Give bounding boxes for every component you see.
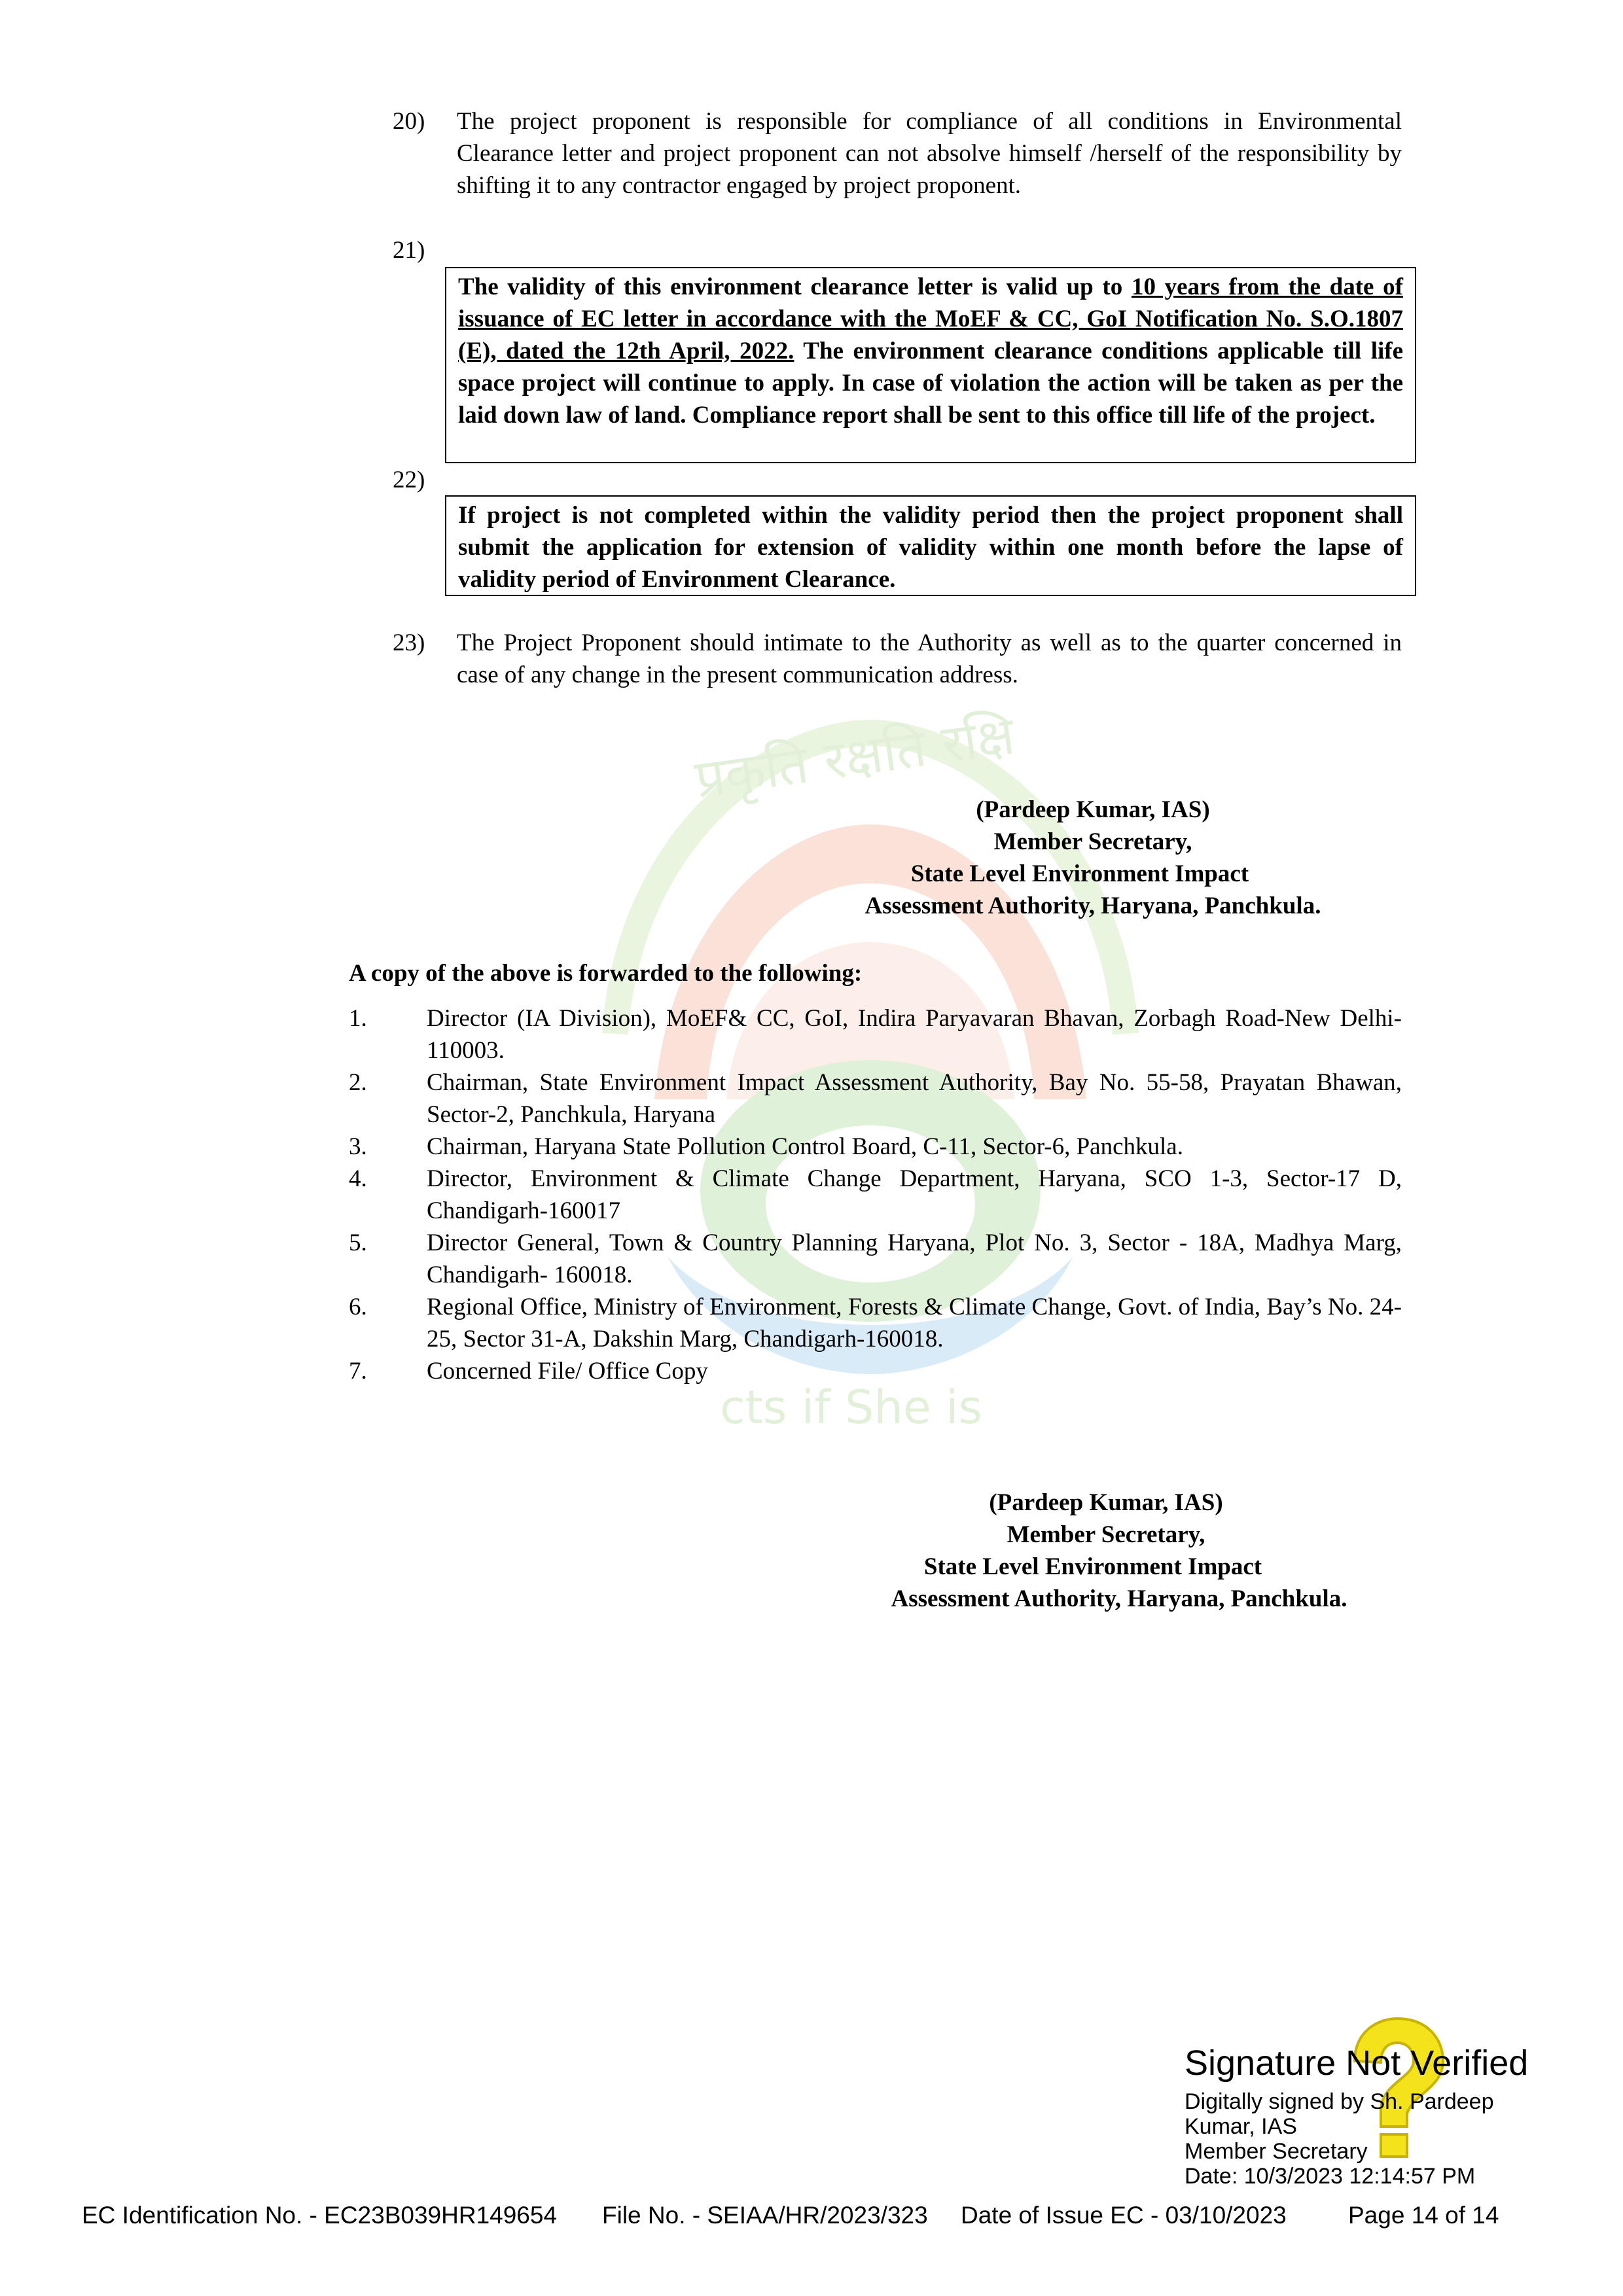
clause-22-text: If project is not completed within the validity period then the project proponent shall submit the application for extension of validity within one month before the lapse of validity period of Environment Clearance. — [458, 502, 1403, 593]
signatory-designation-2: Member Secretary, — [1007, 1521, 1205, 1548]
copy-item-6-text: Regional Office, Ministry of Environment, Forests & Climate Change, Govt. of India, Bay’s No. 24-25, Sector 31-A, Dakshin Marg, Chandigarh-160018. — [427, 1294, 1402, 1352]
clause-20-number: 20) — [393, 108, 425, 135]
signatory-name: (Pardeep Kumar, IAS) — [976, 796, 1210, 823]
signatory-name-2: (Pardeep Kumar, IAS) — [989, 1489, 1223, 1516]
copy-heading: A copy of the above is forwarded to the following: — [349, 960, 863, 987]
copy-item-1-text: Director (IA Division), MoEF& CC, GoI, Indira Paryavaran Bhavan, Zorbagh Road-New Delhi-110003. — [427, 1005, 1402, 1064]
watermark-bottom-text: cts if She is — [720, 1381, 983, 1434]
copy-item-4-number: 4. — [349, 1165, 367, 1192]
signature-block-2 — [812, 1487, 1466, 1615]
copy-item-2-text: Chairman, State Environment Impact Assessment Authority, Bay No. 55-58, Prayatan Bhawan, Sector-2, Panchkula, Haryana — [427, 1069, 1402, 1128]
signatory-org-line1: State Level Environment Impact — [910, 860, 1249, 887]
footer-page-number: Page 14 of 14 — [1348, 2202, 1499, 2229]
copy-item-5-number: 5. — [349, 1229, 367, 1256]
signature-line-4: Date: 10/3/2023 12:14:57 PM — [1185, 2164, 1476, 2189]
copy-item-7-number: 7. — [349, 1358, 367, 1385]
signature-block-1 — [785, 794, 1440, 922]
copy-item-4-text: Director, Environment & Climate Change Department, Haryana, SCO 1-3, Sector-17 D, Chandigarh-160017 — [427, 1165, 1402, 1224]
footer-date-issue: Date of Issue EC - 03/10/2023 — [961, 2202, 1287, 2229]
signature-line-2: Kumar, IAS — [1185, 2114, 1297, 2139]
clause-21-underlined: 10 years from the date of issuance of EC letter in accordance with the MoEF & CC, GoI Notification No. S.O.1807 (E), dated the 12th April, 2022. — [458, 274, 1403, 364]
copy-item-2-number: 2. — [349, 1069, 367, 1096]
copy-item-6-number: 6. — [349, 1294, 367, 1320]
signatory-org-line1-2: State Level Environment Impact — [923, 1553, 1262, 1580]
watermark-top-text: प्रकृति रक्षति रक्षि — [691, 705, 1018, 810]
clause-23-text: The Project Proponent should intimate to the Authority as well as to the quarter concerned in case of any change in the present communication address. — [457, 629, 1402, 688]
clause-21-rest: The environment clearance conditions applicable till life space project will continue to apply. In case of violation the action will be taken as per the laid down law of land. Compliance report shall be sent to this office till life of the project. — [458, 338, 1403, 429]
clause-23-number: 23) — [393, 629, 425, 656]
footer-file-no: File No. - SEIAA/HR/2023/323 — [602, 2202, 928, 2229]
signatory-org-line2-2: Assessment Authority, Haryana, Panchkula. — [891, 1585, 1347, 1612]
footer-ec-id: EC Identification No. - EC23B039HR149654 — [82, 2202, 558, 2229]
clause-22-box — [445, 495, 1416, 596]
signature-status: Signature Not Verified — [1185, 2043, 1529, 2083]
digital-signature-box — [1185, 2042, 1528, 2189]
clause-20-text: The project proponent is responsible for compliance of all conditions in Environmental Clearance letter and project proponent can not absolve himself /herself of the responsibility by shifting it to any contractor engaged by project proponent. — [457, 108, 1402, 199]
signatory-org-line2: Assessment Authority, Haryana, Panchkula. — [865, 892, 1321, 919]
signature-line-3: Member Secretary — [1185, 2139, 1368, 2164]
signatory-designation: Member Secretary, — [993, 828, 1192, 855]
copy-item-7-text: Concerned File/ Office Copy — [427, 1358, 708, 1385]
clause-22-number: 22) — [393, 467, 425, 493]
signature-line-1: Digitally signed by Sh. Pardeep — [1185, 2089, 1494, 2114]
clause-21-lead: The validity of this environment clearance letter is valid up to — [458, 274, 1132, 300]
copy-item-3-number: 3. — [349, 1133, 367, 1160]
clause-21-box — [445, 267, 1416, 463]
clause-21-number: 21) — [393, 237, 425, 264]
copy-item-1-number: 1. — [349, 1005, 367, 1032]
copy-item-5-text: Director General, Town & Country Planning Haryana, Plot No. 3, Sector - 18A, Madhya Marg, Chandigarh- 160018. — [427, 1229, 1402, 1288]
copy-item-3-text: Chairman, Haryana State Pollution Control Board, C-11, Sector-6, Panchkula. — [427, 1133, 1183, 1160]
